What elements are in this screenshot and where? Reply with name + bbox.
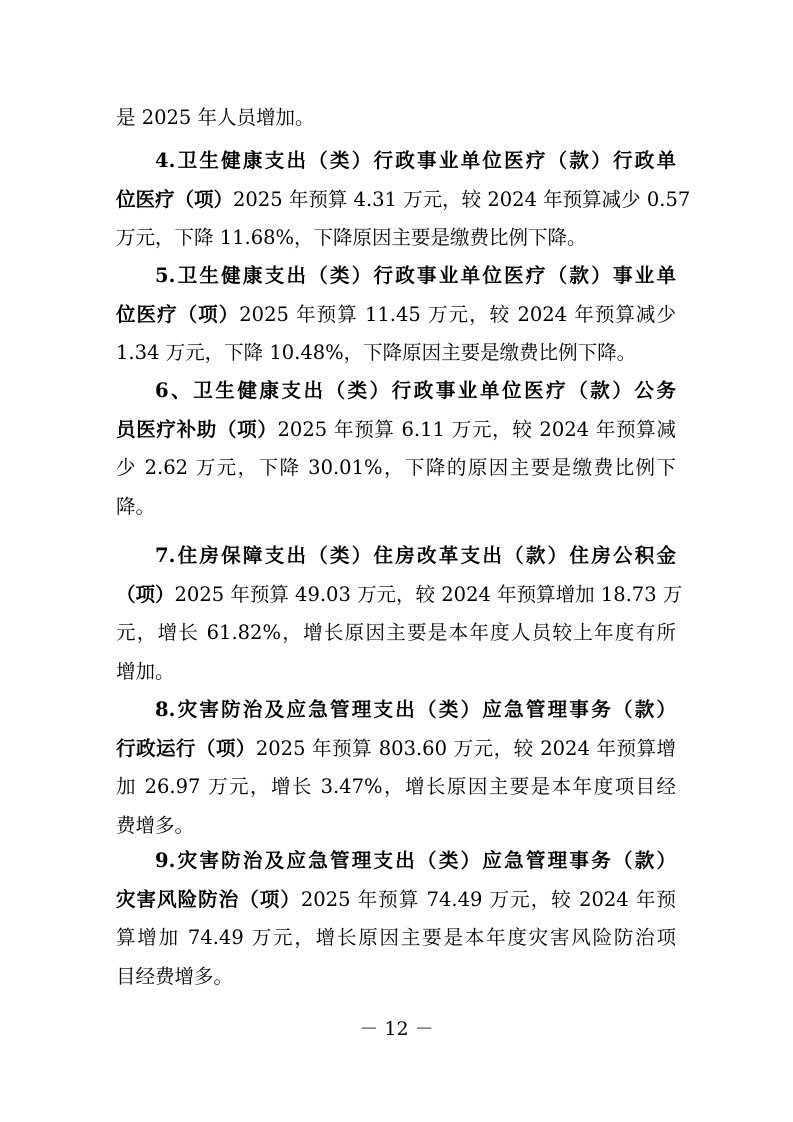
body-text: 2025 年预算 6.11 万元，较 2024 年预算减 [277,417,676,441]
text-line [116,219,676,258]
paragraph-item-6 [116,372,676,526]
text-line [116,881,676,920]
body-text: 万元，下降 11.68%，下降原因主要是缴费比例下降。 [116,226,587,249]
paragraph-item-8 [116,691,676,845]
body-text: 加 26.97 万元，增长 3.47%，增长原因主要是本年度项目经 [116,775,676,798]
text-line [116,488,676,527]
body-text: 是 2025 年人员增加。 [116,106,315,129]
text-line [116,919,676,958]
text-line [116,614,676,653]
item-heading-text: 位医疗（项） [116,187,234,211]
text-line [116,842,676,881]
body-text: 2025 年预算 49.03 万元，较 2024 年预算增加 18.73 万 [174,582,683,606]
text-line [116,142,676,181]
body-text: 降。 [116,494,156,518]
body-text: 2025 年预算 74.49 万元，较 2024 年预 [300,887,676,911]
body-text: 元，增长 61.82%，增长原因主要是本年度人员较上年度有所 [116,621,676,644]
item-heading-text: 行政运行（项） [116,736,256,760]
text-line [116,730,676,769]
text-line [116,691,676,730]
body-text: 目经费增多。 [116,964,234,988]
text-line [116,958,676,997]
paragraph-item-5 [116,257,676,373]
item-heading-text: （项） [116,582,175,606]
item-heading-text: 5.卫生健康支出（类）行政事业单位医疗（款）事业单 [155,264,676,287]
body-text: 少 2.62 万元，下降 30.01%，下降的原因主要是缴费比例下 [116,456,676,479]
text-line [116,99,676,138]
item-heading-text: 8.灾害防治及应急管理支出（类）应急管理事务（款） [155,698,676,721]
text-line [116,181,691,220]
text-line [116,411,676,450]
item-heading-text: 4.卫生健康支出（类）行政事业单位医疗（款）行政单 [155,149,676,172]
text-line [116,537,676,576]
text-line [116,257,676,296]
text-line [116,807,676,846]
text-line [116,653,676,692]
text-line [116,449,676,488]
item-heading-text: 灾害风险防治（项） [116,887,301,911]
item-heading-text: 6、卫生健康支出（类）行政事业单位医疗（款）公务 [155,379,676,402]
paragraph-intro-tail [116,99,676,138]
body-text: 2025 年预算 4.31 万元，较 2024 年预算减少 0.57 [233,187,691,211]
body-text: 费增多。 [116,813,195,837]
body-text: 2025 年预算 11.45 万元，较 2024 年预算减少 [239,302,676,326]
item-heading-text: 9.灾害防治及应急管理支出（类）应急管理事务（款） [155,849,676,872]
text-line [116,372,676,411]
item-heading-text: 7.住房保障支出（类）住房改革支出（款）住房公积金 [155,544,676,567]
page-number: － 12 － [359,1018,434,1040]
body-text: 2025 年预算 803.60 万元，较 2024 年预算增 [255,736,676,760]
paragraph-item-9 [116,842,676,996]
text-line [116,334,676,373]
body-text: 1.34 万元，下降 10.48%，下降原因主要是缴费比例下降。 [116,341,637,364]
text-line [116,296,676,335]
paragraph-item-4 [116,142,691,258]
paragraph-item-7 [116,537,683,691]
body-text: 算增加 74.49 万元，增长原因主要是本年度灾害风险防治项 [116,926,676,949]
item-heading-text: 员医疗补助（项） [116,417,278,441]
item-heading-text: 位医疗（项） [116,302,240,326]
body-text: 增加。 [116,659,175,683]
text-line [116,576,683,615]
text-line [116,768,676,807]
